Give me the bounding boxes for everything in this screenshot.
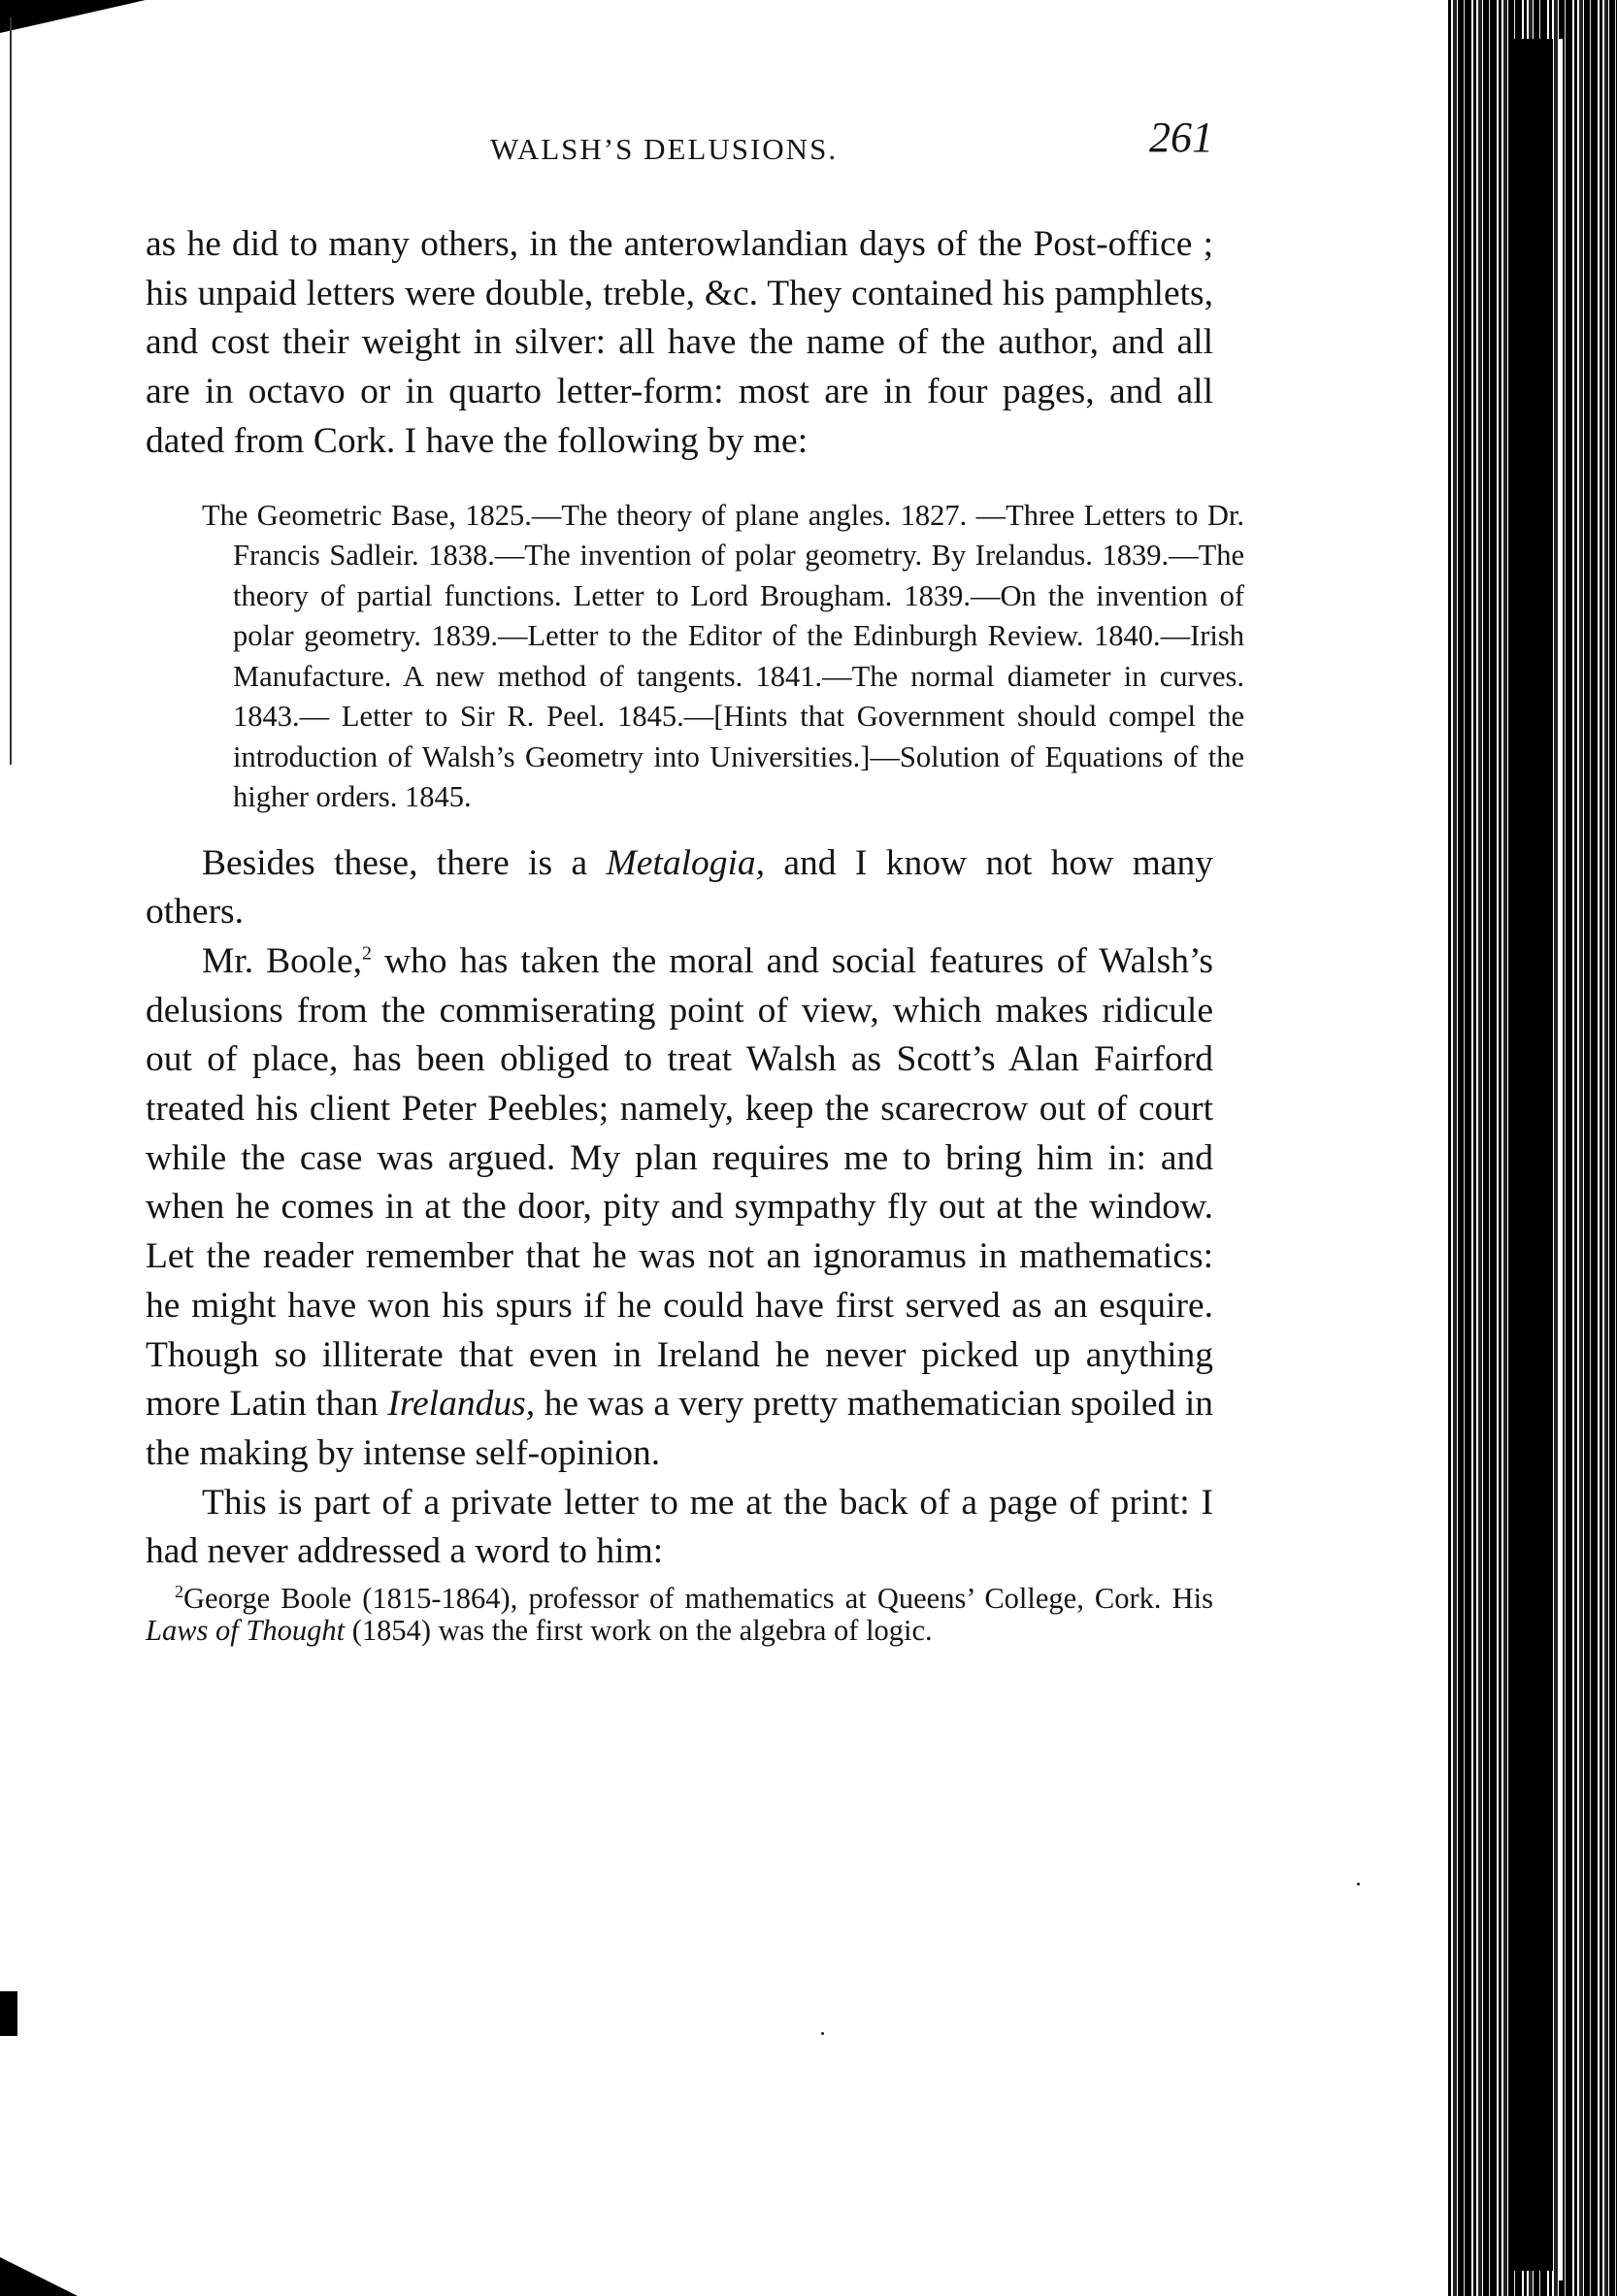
text-run: George Boole (1815-1864), professor of mathematics at Queens’ College, Cork. His	[183, 1582, 1213, 1616]
text-run: who has taken the moral and social features of Walsh’s delusions from the commiserating point of view, which makes ridicule out of place, has been obliged to treat Walsh as Scott’s Alan Fairford treated his client Peter Peebles; namely, keep the scarecrow out of court while the case was argued. My plan requires me to bring him in: and when he comes in at the door, pity and sympathy fly out at the window. Let the reader remember that he was not an ignoramus in mathematics: he might have won his spurs if he could have first served as an esquire. Though so illiterate that even in Ireland he never picked up anything more Latin than	[146, 940, 1213, 1425]
scan-left-edge	[10, 17, 12, 765]
book-binding-highlight	[1559, 39, 1563, 2280]
body-paragraph: as he did to many others, in the anterowlandian days of the Post-office ; his unpaid letters were double, treble, &c. They contained his pamphlets, and cost their weight in silver: all have the name of the author, and all are in octavo or in quarto letter-form: most are in four pages, and all dated from Cork. I have the following by me:	[146, 224, 1213, 461]
book-page	[146, 107, 1244, 1648]
text-run: and I know not how many others.	[146, 842, 1213, 933]
running-head	[146, 107, 1213, 165]
body-paragraph	[146, 937, 1213, 1479]
footnote-reference[interactable]: 2	[362, 942, 373, 965]
footnote	[146, 1583, 1213, 1647]
scan-corner-bottom-left	[0, 2257, 78, 2296]
italic-title: Laws of Thought	[146, 1614, 346, 1648]
italic-title: Metalogia,	[606, 842, 766, 883]
running-title: WALSH’S DELUSIONS.	[490, 132, 839, 166]
scan-speck	[821, 2032, 824, 2035]
scan-left-mark	[0, 1991, 17, 2036]
book-binding-shadow	[1514, 39, 1553, 2271]
text-run: (1854) was the first work on the algebra of logic.	[345, 1614, 933, 1648]
italic-word: Irelandus,	[387, 1384, 536, 1425]
text-run: Mr. Boole,	[202, 940, 363, 981]
text-run: Besides these, there is a	[202, 842, 607, 883]
pamphlet-list: The Geometric Base, 1825.—The theory of plane angles. 1827. —Three Letters to Dr. Francis Sadleir. 1838.—The invention of polar geometry. By Irelandus. 1839.—The theory of partial functions. Letter to Lord Brougham. 1839.—On the invention of polar geometry. 1839.—Letter to the Editor of the Edinburgh Review. 1840.—Irish Manufacture. A new method of tangents. 1841.—The normal diameter in curves. 1843.— Letter to Sir R. Peel. 1845.—[Hints that Government should compel the introduction of Walsh’s Geometry into Universities.]—Solution of Equations of the higher orders. 1845.	[202, 498, 1244, 814]
scan-corner-top-left	[0, 0, 146, 33]
text-run: he was a very pretty mathematician spoiled in the making by intense self-opinion.	[146, 1384, 1213, 1473]
scan-speck	[1357, 1883, 1360, 1886]
page-number: 261	[1149, 114, 1213, 161]
body-paragraph: This is part of a private letter to me at the back of a page of print: I had never addressed a word to him:	[146, 1482, 1213, 1572]
body-paragraph	[146, 839, 1213, 937]
footnote-marker: 2	[175, 1581, 183, 1601]
